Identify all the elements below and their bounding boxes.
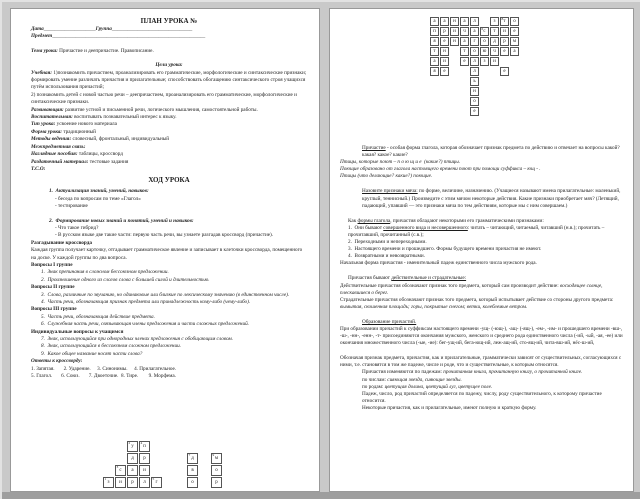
text-segment: 2) познакомить детей с новой частью речи – деепричастием, проанализировать его грамматические, морфологические и синтаксические признаки. xyxy=(31,91,299,106)
text-segment: Действительные причастия обозначают признак того предмета, который сам производит действие: xyxy=(340,282,560,289)
text-segment: таблицы, кроссворд xyxy=(77,151,123,158)
text-line xyxy=(340,384,624,391)
text-segment: Образование причастий. xyxy=(362,318,417,325)
crossword-letter: т xyxy=(433,49,436,54)
text-line xyxy=(31,159,307,166)
text-line xyxy=(31,166,307,173)
page1-text xyxy=(31,17,307,380)
text-segment: Каждая группа получает карточку, отгадывает грамматическое явление и записывает в клеточки кроссворда, помещенного на доске. У каждой группы по два вопроса. xyxy=(31,247,304,261)
crossword-cell xyxy=(139,453,150,464)
crossword-cell xyxy=(115,477,126,488)
text-segment: Назовите признаки мяча: xyxy=(362,188,418,195)
crossword-cell xyxy=(430,57,439,66)
text-segment: цветущая долина, цветущий луг, цветущее поле. xyxy=(384,383,493,390)
crossword-letter: а xyxy=(463,39,466,44)
text-segment: 1. Запятая. 2. Ударение. 3. Синонимы. 4. Прилагательное. xyxy=(31,365,177,372)
crossword-clue-number: 9 xyxy=(212,453,215,457)
crossword-cell xyxy=(470,37,479,46)
crossword-cell xyxy=(139,441,150,452)
text-segment: восходящее солнце, плескавшиеся о берег. xyxy=(340,282,604,296)
text-segment: Птицы (что делающие? какие?) поющие. xyxy=(340,173,433,180)
text-line xyxy=(31,107,307,114)
text-segment: Группа xyxy=(95,26,112,32)
crossword-letter: д xyxy=(131,456,134,461)
crossword-cell xyxy=(127,453,138,464)
crossword-letter: ю xyxy=(482,49,487,54)
crossword-letter: и xyxy=(503,29,506,34)
text-segment: 2. Переходными и непереходными. xyxy=(348,239,427,246)
text-segment: Страдательные причастия обозначают признак того предмета, который испытывает действие со стороны другого предмета: xyxy=(340,296,615,303)
crossword-letter: о xyxy=(483,39,486,44)
text-segment: воспитывать познавательный интерес к языку. xyxy=(72,114,177,121)
crossword-cell xyxy=(450,27,459,36)
text-segment: 5. Часть речи, обозначающая действие предмета. xyxy=(41,313,155,320)
text-segment: Вопросы I группе xyxy=(31,261,73,268)
text-segment: Индивидуальные вопросы к учащимся xyxy=(31,328,124,335)
crossword-cell xyxy=(470,87,479,96)
text-segment: развитие устной и письменной речи, логического мышления, самостоятельной работы. xyxy=(63,106,258,113)
crossword-cell xyxy=(430,67,439,76)
crossword-cell xyxy=(430,47,439,56)
text-line xyxy=(340,326,624,347)
crossword-cell xyxy=(460,37,469,46)
text-line xyxy=(340,225,624,239)
crossword-cell xyxy=(127,465,138,476)
text-segment: При образовании причастий к суффиксам настоящего времени -ущ- (-ющ-), -ащ- (-ящ-), -ем-, -им- и прошедшего времени -вш-, -ш-, -нн-, -енн-, -т- присоединяются окончания мужского, женского и среднего рода единственного числа (-ий, -ый, -ая, -ее) или окончания множественного числа (-ые, -ие): бег-ущ-ий, бега-ющ-ий, леж-ащ-ий, сто-ящ-ий, чита-вш-ий, нёс-ш-ий, xyxy=(340,325,624,347)
text-segment: 9. Какое общее название носят части слова? xyxy=(41,350,143,357)
text-line xyxy=(31,373,307,380)
text-segment: формы глагола xyxy=(357,217,391,224)
crossword-letter: и xyxy=(453,29,456,34)
text-line xyxy=(31,321,307,328)
crossword-cell xyxy=(115,465,126,476)
bottom-border-band xyxy=(2,492,640,499)
crossword-letter: а xyxy=(513,49,516,54)
text-segment: - особая форма глагола, которая обозначает признак предмета по действию и отвечает на вопросы какой? какая? какое? какие? xyxy=(362,145,621,159)
text-line xyxy=(31,299,307,306)
crossword-letter: а xyxy=(473,29,476,34)
text-segment: Вопросы III группе xyxy=(31,306,77,313)
text-segment: 2. Формирование новых знаний и понятий, умений и навыков: xyxy=(49,217,194,224)
crossword-letter: д xyxy=(191,456,194,461)
text-line xyxy=(31,269,307,276)
text-line xyxy=(31,144,307,151)
text-line xyxy=(31,121,307,128)
text-segment: 4. Возвратными и невозвратными. xyxy=(348,253,425,260)
crossword-cell xyxy=(187,465,198,476)
crossword-letter: р xyxy=(503,39,506,44)
crossword-letter: и xyxy=(493,59,496,64)
text-segment: Форма урока: xyxy=(31,128,63,135)
text-line xyxy=(31,247,307,262)
crossword-cell xyxy=(187,453,198,464)
text-segment: действительные и страдательные: xyxy=(391,275,467,282)
crossword-cell xyxy=(480,37,489,46)
crossword-letter: е xyxy=(443,39,446,44)
crossword-cell xyxy=(440,37,449,46)
text-segment: сияющая звезда, сияющие звезды. xyxy=(387,376,462,383)
crossword-cell xyxy=(470,57,479,66)
crossword-cell xyxy=(440,27,449,36)
crossword-letter: е xyxy=(503,69,506,74)
text-line xyxy=(31,284,307,291)
text-line xyxy=(31,343,307,350)
text-segment: Как xyxy=(348,217,358,224)
text-segment: - Что такое гибрид? xyxy=(55,224,99,231)
page-title: ПЛАН УРОКА № xyxy=(140,17,198,25)
text-segment: Предмет xyxy=(31,33,53,40)
text-segment: ХОД УРОКА xyxy=(148,176,190,185)
crossword-letter: р xyxy=(143,456,146,461)
text-line xyxy=(31,196,307,203)
text-line xyxy=(31,232,307,239)
crossword-cell xyxy=(127,477,138,488)
text-line xyxy=(340,369,624,376)
crossword-cell xyxy=(470,107,479,116)
crossword-cell xyxy=(490,37,499,46)
text-line xyxy=(31,188,307,195)
crossword-clue-number: 5 xyxy=(152,477,155,481)
text-segment: 1. Они бывают xyxy=(348,224,384,231)
crossword-clue-number: 7 xyxy=(188,453,191,457)
text-line xyxy=(340,246,624,253)
crossword-letter: о xyxy=(215,468,218,473)
crossword-grid-completed xyxy=(430,17,520,117)
text-line xyxy=(31,151,307,158)
text-line xyxy=(31,203,307,210)
text-line xyxy=(31,277,307,284)
text-segment: 4. Часть речи, обозначающая признак предмета или принадлежность кому-либо (чему-либо). xyxy=(41,299,251,305)
text-segment: Птицы, которые поют – п о ю щ и е (какие?) птицы. xyxy=(340,159,461,166)
crossword-letter: а xyxy=(433,59,436,64)
text-line xyxy=(31,176,307,185)
text-line xyxy=(340,391,624,405)
crossword-letter: з xyxy=(483,59,486,64)
crossword-letter: л xyxy=(473,19,476,24)
crossword-cell xyxy=(470,97,479,106)
crossword-letter: р xyxy=(131,480,134,485)
crossword-cell xyxy=(450,17,459,26)
crossword-letter: л xyxy=(473,69,476,74)
crossword-letter: м xyxy=(512,39,517,44)
crossword-cell xyxy=(440,57,449,66)
text-segment: : читать – читающий, читаемый, читавший (н.в.); прочитать – прочитавший, прочитанный (с.в.); xyxy=(348,224,606,238)
crossword-letter: л xyxy=(473,59,476,64)
text-line xyxy=(340,260,624,267)
crossword-letter: е xyxy=(503,49,506,54)
crossword-cell xyxy=(430,17,439,26)
crossword-letter: и xyxy=(443,59,446,64)
text-segment: 3. Настоящего времени и прошедшего. Формы будущего времени причастия не имеют. xyxy=(348,246,542,253)
crossword-letter: л xyxy=(143,480,146,485)
crossword-cell xyxy=(500,27,509,36)
page-2 xyxy=(329,8,634,492)
page1-blocks xyxy=(31,26,307,380)
text-segment: - тестирование xyxy=(55,203,88,210)
crossword-letter: я xyxy=(433,39,436,44)
crossword-letter: с xyxy=(483,29,486,34)
crossword-letter: в xyxy=(191,468,194,473)
crossword-letter: е xyxy=(463,59,466,64)
crossword-letter: т xyxy=(503,19,506,24)
text-line xyxy=(31,62,307,69)
text-segment: - В русском языке две такие части: первую часть речи, вы узнаете разгадав кроссворд (причастие). xyxy=(55,232,274,239)
text-segment: словесный, фронтальный, индивидуальный xyxy=(71,136,170,143)
text-segment: традиционный xyxy=(62,128,96,135)
crossword-cell xyxy=(510,37,519,46)
crossword-clue-number: 3 xyxy=(116,465,119,469)
crossword-cell xyxy=(490,27,499,36)
crossword-cell xyxy=(440,67,449,76)
crossword-cell xyxy=(480,27,489,36)
text-segment: Наглядные пособия: xyxy=(31,151,78,158)
text-line xyxy=(31,240,307,247)
text-segment: Обозначая признак предмета, причастия, как и прилагательные, грамматически зависят от существительных, согласующихся с ними, т.е. становятся в том же падеже, числе и роде, что и существительные, к которым относятся. xyxy=(340,355,623,369)
text-line xyxy=(340,173,624,180)
crossword-letter: и xyxy=(143,468,146,473)
crossword-letter: о xyxy=(473,49,476,54)
text-line xyxy=(31,306,307,313)
text-line xyxy=(31,358,307,365)
text-line xyxy=(31,218,307,225)
text-line xyxy=(31,70,307,92)
text-segment: Некоторые причастия, как и прилагательные, имеют полную и краткую форму. xyxy=(362,404,537,411)
text-segment: Вопросы II группе xyxy=(31,284,75,291)
crossword-letter: и xyxy=(119,480,122,485)
crossword-cell xyxy=(500,47,509,56)
text-segment: Т.С.О: xyxy=(31,165,46,172)
crossword-letter: н xyxy=(453,19,456,24)
text-segment: 1)познакомить причастием, проанализировать его грамматические, морфологические и синтаксические признаки; формировать умение различать причастия и прилагательные; способствовать обогащению синтаксического строя учащихся путём использования причастий; xyxy=(31,69,308,91)
text-segment: 1. Знак препинания в сложном бессоюзном предложении. xyxy=(41,269,169,276)
crossword-cell xyxy=(470,77,479,86)
crossword-cell xyxy=(500,37,509,46)
crossword-cell xyxy=(470,17,479,26)
page-1 xyxy=(10,8,320,492)
text-segment: _______________________________ xyxy=(111,26,193,32)
text-line xyxy=(340,377,624,384)
text-line xyxy=(31,48,307,55)
crossword-letter: у xyxy=(131,444,134,449)
crossword-cell xyxy=(211,453,222,464)
crossword-cell xyxy=(500,67,509,76)
crossword-cell xyxy=(450,37,459,46)
crossword-cell xyxy=(470,27,479,36)
text-line xyxy=(31,92,307,107)
page2-text xyxy=(340,145,624,412)
text-segment: вымытая, скошенная площадь; горы, покрытые снегом; ветки, колеблемые ветром. xyxy=(340,303,528,310)
crossword-clue-number: 8 xyxy=(501,17,504,21)
crossword-cell xyxy=(510,27,519,36)
crossword-cell xyxy=(103,477,114,488)
crossword-cell xyxy=(490,57,499,66)
text-segment: 8. Знак, использующийся в бессоюзном сложном предложении. xyxy=(41,343,181,350)
crossword-letter: п xyxy=(433,29,436,34)
text-line xyxy=(340,405,624,412)
text-line xyxy=(31,114,307,121)
text-segment: Причастие xyxy=(362,145,386,151)
text-segment: Межпредметная связь: xyxy=(31,143,86,150)
crossword-letter: п xyxy=(143,444,146,449)
crossword-letter: н xyxy=(473,89,476,94)
text-line xyxy=(340,275,624,282)
text-segment: по числам: xyxy=(362,376,388,383)
crossword-letter: р xyxy=(215,480,218,485)
crossword-cell xyxy=(470,67,479,76)
crossword-letter: а xyxy=(443,19,446,24)
crossword-clue-number: 2 xyxy=(128,441,131,445)
text-line xyxy=(340,355,624,369)
crossword-cell xyxy=(490,17,499,26)
crossword-letter: н xyxy=(443,49,446,54)
text-segment: Падеж, число, род причастий определяется по падежу, числу, роду существительного, к которому причастие относится. xyxy=(362,390,604,404)
text-segment: , причастия обладают некоторыми его грамматическими признаками: xyxy=(390,217,544,224)
crossword-cell xyxy=(151,477,162,488)
text-segment: 1. Актуализация знаний, умений, навыков: xyxy=(49,188,149,195)
crossword-letter: е xyxy=(513,29,516,34)
text-segment: 3. Слова, различные по звучанию, но одинаковые или близкие по лексическому значению (в единственном числе). xyxy=(41,291,290,298)
text-segment: прочитанная книга, прочитанную книгу, о прочитанной книге. xyxy=(443,369,583,376)
crossword-cell xyxy=(490,47,499,56)
text-segment: Тип урока: xyxy=(31,121,56,128)
text-segment: Причастия изменяются по падежам: xyxy=(362,369,444,376)
text-segment: 5. Глагол. 6. Союз. 7. Двоеточие. 8. Тире. 9. Морфема. xyxy=(31,373,176,380)
text-line xyxy=(31,136,307,143)
text-segment: ___________________________________________________________ xyxy=(52,33,206,40)
crossword-cell xyxy=(510,47,519,56)
text-segment: 6. Служебная часть речи, связывающая члены предложения и части сложных предложений. xyxy=(41,321,249,328)
text-segment: Учебная: xyxy=(31,69,53,76)
crossword-cell xyxy=(430,27,439,36)
crossword-cell xyxy=(187,477,198,488)
crossword-letter: я xyxy=(433,69,436,74)
text-segment: Цели урока: xyxy=(155,62,183,69)
crossword-letter: з xyxy=(107,480,110,485)
text-segment: усвоение нового материала xyxy=(55,121,117,128)
text-segment: тестовые задания xyxy=(88,158,129,165)
crossword-cell xyxy=(440,17,449,26)
crossword-letter: г xyxy=(155,480,158,485)
crossword-letter: р xyxy=(443,29,446,34)
crossword-letter: е xyxy=(473,109,476,114)
text-segment: Причастие и деепричастие. Правописание. xyxy=(57,47,154,54)
text-line xyxy=(31,292,307,299)
crossword-letter: с xyxy=(119,468,122,473)
crossword-clue-number: 4 xyxy=(140,441,143,445)
crossword-letter: ь xyxy=(473,79,476,84)
text-segment: Развивающая: xyxy=(31,106,64,113)
crossword-letter: г xyxy=(473,39,476,44)
text-line xyxy=(340,145,624,159)
text-segment: 2. Произношение одного из слогов слова с большей силой и длительностью. xyxy=(41,276,210,283)
text-segment: Тема урока: xyxy=(31,47,58,54)
crossword-cell xyxy=(460,27,469,36)
text-segment: совершенного вида и несовершенного xyxy=(383,224,468,231)
crossword-cell xyxy=(139,477,150,488)
text-segment: Разгадывание кроссворда xyxy=(31,239,92,246)
text-segment: по родам: xyxy=(362,383,385,390)
crossword-cell xyxy=(480,47,489,56)
text-line xyxy=(31,366,307,373)
text-segment: по форме, величине, назначению. (Учащиеся называют имена прилагательные: маленький, круглый, теннисный.) Произведите с этим мячом некоторые действия. Какие признаки приобретает мяч? (Летящий, падающий, упавший — это признаки мяча по тем действиям, которые мы с ним совершаем.) xyxy=(362,188,622,209)
crossword-cell xyxy=(460,57,469,66)
crossword-cell xyxy=(470,47,479,56)
crossword-letter: о xyxy=(513,19,516,24)
crossword-letter: ч xyxy=(493,49,496,54)
crossword-grid-start xyxy=(103,441,223,489)
text-line xyxy=(340,218,624,225)
crossword-cell xyxy=(430,37,439,46)
crossword-cell xyxy=(510,17,519,26)
crossword-cell xyxy=(460,47,469,56)
crossword-clue-number: 1 xyxy=(104,477,107,481)
text-line xyxy=(340,319,624,326)
text-line xyxy=(31,33,307,40)
text-segment: Методы ведения: xyxy=(31,136,72,143)
text-segment: - беседа по вопросам по теме «Глагол» xyxy=(55,195,141,202)
crossword-letter: о xyxy=(473,99,476,104)
crossword-letter: з xyxy=(493,19,496,24)
crossword-cell xyxy=(460,17,469,26)
crossword-letter: е xyxy=(443,69,446,74)
crossword-letter: а xyxy=(131,468,134,473)
text-line xyxy=(31,329,307,336)
crossword-letter: т xyxy=(463,49,466,54)
crossword-letter: а xyxy=(433,19,436,24)
crossword-cell xyxy=(211,465,222,476)
text-line xyxy=(340,297,624,311)
text-segment: ____________________ xyxy=(43,26,96,32)
crossword-cell xyxy=(127,441,138,452)
text-line xyxy=(340,283,624,297)
crossword-letter: ч xyxy=(463,29,466,34)
crossword-letter: т xyxy=(493,29,496,34)
text-segment: Дата xyxy=(31,26,44,32)
crossword-letter: а xyxy=(463,19,466,24)
text-segment: Поющие образовано от глагола настоящего времени поют при помощи суффикса – ющ - . xyxy=(340,166,541,173)
text-segment: 7. Знак, использующийся при однородных членах предложения с обобщающим словом. xyxy=(41,336,233,343)
crossword-cell xyxy=(480,57,489,66)
text-segment: Воспитательная: xyxy=(31,114,73,121)
text-segment: Раздаточный материал: xyxy=(31,158,89,165)
text-segment: Причастия бывают xyxy=(348,275,392,282)
crossword-letter: н xyxy=(453,39,456,44)
crossword-letter: м xyxy=(214,456,219,461)
text-segment: Начальная форма причастия - именительный падеж единственного числа мужского рода. xyxy=(340,260,537,267)
crossword-letter: о xyxy=(191,480,194,485)
text-line xyxy=(340,188,624,209)
crossword-clue-number: 6 xyxy=(481,27,484,31)
text-segment: Ответы к кроссворду: xyxy=(31,358,83,365)
crossword-letter: д xyxy=(493,39,496,44)
crossword-cell xyxy=(139,465,150,476)
crossword-cell xyxy=(211,477,222,488)
crossword-cell xyxy=(440,47,449,56)
crossword-cell xyxy=(500,17,509,26)
